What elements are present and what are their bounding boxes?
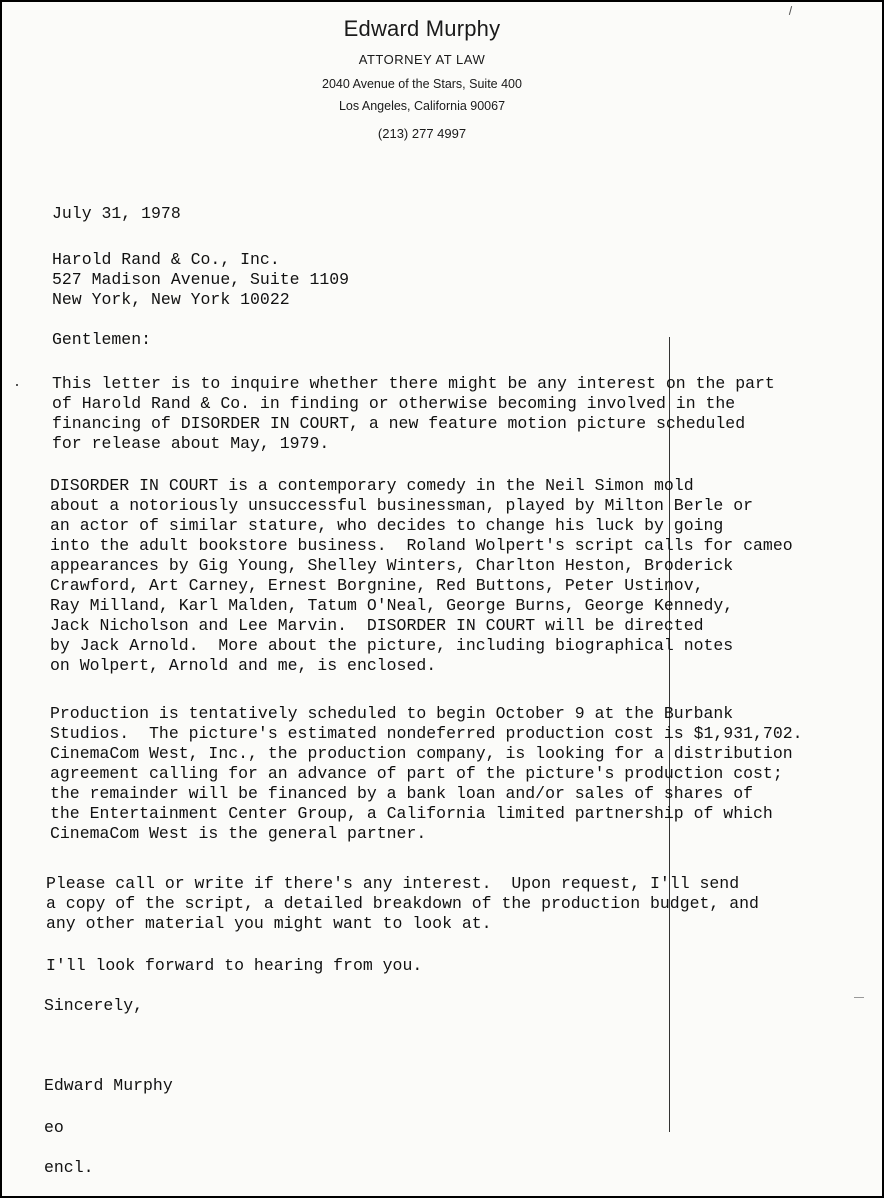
recipient-line2: 527 Madison Avenue, Suite 1109 — [52, 270, 350, 289]
paragraph4-line: Please call or write if there's any interest. Upon request, I'll send — [46, 874, 740, 893]
recipient-line1: Harold Rand & Co., Inc. — [52, 250, 280, 269]
paragraph2-line: into the adult bookstore business. Roland Wolpert's script calls for cameo — [50, 536, 793, 555]
paragraph4-line: any other material you might want to look at. — [46, 914, 492, 933]
paragraph4-line: a copy of the script, a detailed breakdown of the production budget, and — [46, 894, 759, 913]
letterhead-address-line1: 2040 Avenue of the Stars, Suite 400 — [322, 77, 522, 91]
closing-line: I'll look forward to hearing from you. — [46, 956, 423, 975]
paragraph3-line: agreement calling for an advance of part of the picture's production cost; — [50, 764, 783, 783]
paragraph2-line: on Wolpert, Arnold and me, is enclosed. — [50, 656, 437, 675]
paragraph2-line: Jack Nicholson and Lee Marvin. DISORDER IN COURT will be directed — [50, 616, 704, 635]
enclosure-note: encl. — [44, 1158, 94, 1177]
letterhead-address-line2: Los Angeles, California 90067 — [338, 99, 506, 113]
paragraph2-line: an actor of similar stature, who decides to change his luck by going — [50, 516, 724, 535]
paragraph2-line: by Jack Arnold. More about the picture, including biographical notes — [50, 636, 734, 655]
letterhead-title: ATTORNEY AT LAW — [358, 52, 486, 67]
paragraph1-line: for release about May, 1979. — [52, 434, 330, 453]
paragraph2-line: DISORDER IN COURT is a contemporary comedy in the Neil Simon mold — [50, 476, 694, 495]
paragraph1-line: financing of DISORDER IN COURT, a new feature motion picture scheduled — [52, 414, 746, 433]
letterhead-name: Edward Murphy — [343, 16, 501, 41]
typist-initials: eo — [44, 1118, 64, 1137]
paragraph3-line: Production is tentatively scheduled to begin October 9 at the Burbank — [50, 704, 734, 723]
letter-date: July 31, 1978 — [52, 204, 181, 223]
paragraph1-line: This letter is to inquire whether there might be any interest on the part — [52, 374, 775, 393]
recipient-line3: New York, New York 10022 — [52, 290, 290, 309]
paragraph2-line: about a notoriously unsuccessful businessman, played by Milton Berle or — [50, 496, 754, 515]
letterhead-phone: (213) 277 4997 — [377, 126, 467, 141]
paragraph3-line: the remainder will be financed by a bank loan and/or sales of shares of — [50, 784, 754, 803]
paragraph2-line: appearances by Gig Young, Shelley Winters, Charlton Heston, Broderick — [50, 556, 734, 575]
salutation: Gentlemen: — [52, 330, 152, 349]
paragraph3-line: CinemaCom West is the general partner. — [50, 824, 427, 843]
paragraph2-line: Crawford, Art Carney, Ernest Borgnine, Red Buttons, Peter Ustinov, — [50, 576, 704, 595]
valediction: Sincerely, — [44, 996, 144, 1015]
paragraph3-line: Studios. The picture's estimated nondeferred production cost is $1,931,702. — [50, 724, 803, 743]
paragraph3-line: CinemaCom West, Inc., the production company, is looking for a distribution — [50, 744, 793, 763]
signature-name: Edward Murphy — [44, 1076, 173, 1095]
paragraph1-line: of Harold Rand & Co. in finding or otherwise becoming involved in the — [52, 394, 736, 413]
paragraph3-line: the Entertainment Center Group, a California limited partnership of which — [50, 804, 773, 823]
paragraph2-line: Ray Milland, Karl Malden, Tatum O'Neal, George Burns, George Kennedy, — [50, 596, 734, 615]
letter-body — [2, 2, 882, 1196]
